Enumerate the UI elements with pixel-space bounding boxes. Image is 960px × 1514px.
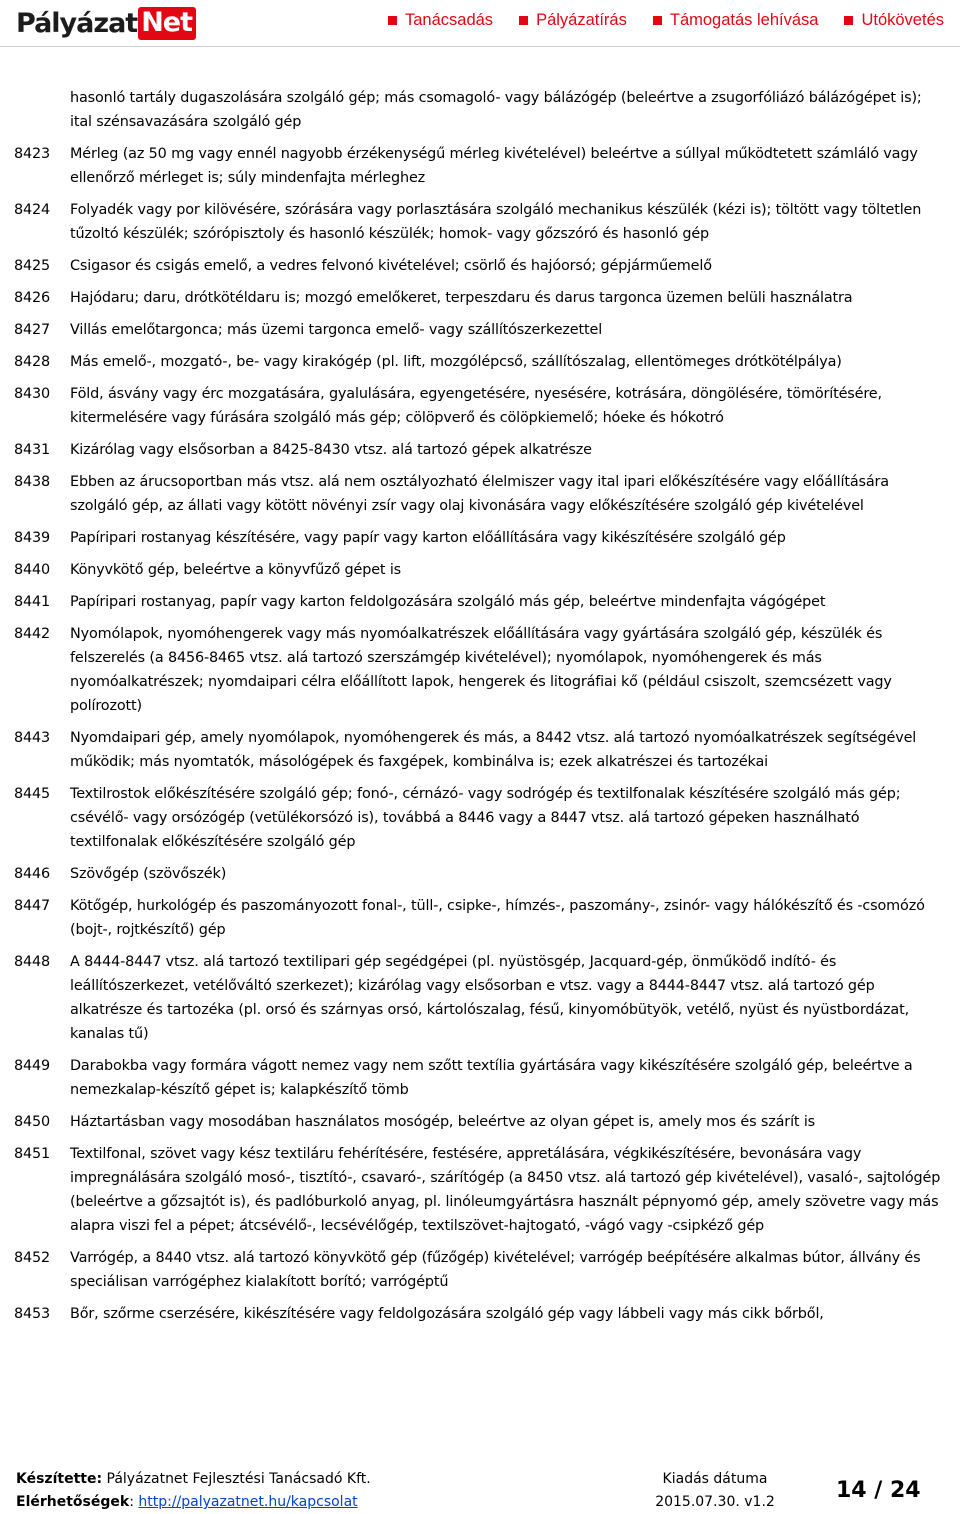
- tariff-description: Textilrostok előkészítésére szolgáló gép; fonó-, cérnázó- vagy sodrógép és textilfonalak készítésére szolgáló más gép; csévélő- vagy orsózógép (vetülékorsózó is), továbbá a 8446 vagy a 8447 vtsz. alá tartozó gépeken használható textilfonalak előkészítésére szolgáló gép: [70, 786, 901, 850]
- tariff-description: Villás emelőtargonca; más üzemi targonca emelő- vagy szállítószerkezettel: [70, 322, 603, 338]
- release-value: 2015.07.30. v1.2: [655, 1494, 775, 1510]
- tariff-code: 8428: [14, 354, 51, 370]
- tariff-description: Papíripari rostanyag, papír vagy karton feldolgozására szolgáló más gép, beleértve mindenfajta vágógépet: [70, 594, 826, 610]
- square-bullet-icon: [519, 16, 528, 25]
- list-item: [0, 622, 960, 718]
- tariff-description: Csigasor és csigás emelő, a vedres felvonó kivételével; csörlő és hajóorsó; gépjárműemelő: [70, 258, 712, 274]
- tariff-code: 8438: [14, 474, 51, 490]
- tariff-description: Kizárólag vagy elsősorban a 8425-8430 vtsz. alá tartozó gépek alkatrésze: [70, 442, 592, 458]
- page-footer: [0, 1468, 960, 1513]
- square-bullet-icon: [388, 16, 397, 25]
- list-item: [0, 254, 960, 278]
- tariff-description: Varrógép, a 8440 vtsz. alá tartozó könyvkötő gép (fűzőgép) kivételével; varrógép beépítésére alkalmas bútor, állvány és speciálisan varrógéphez kialakított borító; varrógéptű: [70, 1250, 921, 1290]
- nav-item-palyazatiras[interactable]: [519, 11, 627, 30]
- nav-item-utokovetes[interactable]: [844, 11, 944, 30]
- tariff-code: 8449: [14, 1058, 51, 1074]
- tariff-code: 8426: [14, 290, 51, 306]
- tariff-description: Szövőgép (szövőszék): [70, 866, 227, 882]
- tariff-code: 8448: [14, 954, 51, 970]
- main-nav: [388, 11, 944, 30]
- tariff-description: Kötőgép, hurkológép és paszományozott fonal-, tüll-, csipke-, hímzés-, paszomány-, zsinór- vagy hálókészítő és -csomózó (bojt-, rojtkészítő) gép: [70, 898, 925, 938]
- list-item: [0, 726, 960, 774]
- list-item: [0, 862, 960, 886]
- tariff-description: Folyadék vagy por kilövésére, szórására vagy porlasztására szolgáló mechanikus készülék (kézi is); töltött vagy töltetlen tűzoltó készülék; szórópisztoly és hasonló készülék; homok- vagy gőzszóró és hasonló gép: [70, 202, 922, 242]
- tariff-description: Föld, ásvány vagy érc mozgatására, gyalulására, egyengetésére, nyesésére, kotrására, döngölésére, tömörítésére, kitermelésére vagy fúrására szolgáló más gép; cölöpverő és cölöpkiemelő; hóeke és hókotró: [70, 386, 882, 426]
- list-item: [0, 350, 960, 374]
- list-item: [0, 438, 960, 462]
- list-item: [0, 590, 960, 614]
- tariff-description: A 8444-8447 vtsz. alá tartozó textilipari gép segédgépei (pl. nyüstösgép, Jacquard-gép, önműködő indító- és leállítószerkezet, vetélőváltó szerkezet); kizárólag vagy elsősorban e vtsz. vagy a 8444-8447 vtsz. alá tartozó gép alkatrésze és tartozéka (pl. orsó és szárnyas orsó, kártolószalag, fésű, kinyomóbütyök, vetélő, nyüst és nyüstbordázat, kanalas tű): [70, 954, 909, 1042]
- nav-label: Utókövetés: [861, 11, 944, 29]
- tariff-description: Hajódaru; daru, drótkötéldaru is; mozgó emelőkeret, terpeszdaru és darus targonca üzemen belüli használatra: [70, 290, 853, 306]
- contact-line: Elérhetőségek: http://palyazatnet.hu/kapcsolat: [16, 1494, 358, 1510]
- tariff-code: 8453: [14, 1306, 51, 1322]
- release-label: Kiadás dátuma: [662, 1471, 768, 1487]
- tariff-description: Bőr, szőrme cserzésére, kikészítésére vagy feldolgozására szolgáló gép vagy lábbeli vagy más cikk bőrből,: [70, 1306, 824, 1322]
- square-bullet-icon: [653, 16, 662, 25]
- list-item: [0, 470, 960, 518]
- tariff-description: Ebben az árucsoportban más vtsz. alá nem osztályozható élelmiszer vagy ital ipari előkészítésére vagy előállítására szolgáló gép, az állati vagy kötött növényi zsír vagy olaj kivonására vagy előkészítésére szolgáló gép kivételével: [70, 474, 889, 514]
- tariff-code: 8446: [14, 866, 51, 882]
- tariff-code: 8431: [14, 442, 51, 458]
- list-item: [0, 1246, 960, 1294]
- tariff-description: Háztartásban vagy mosodában használatos mosógép, beleértve az olyan gépet is, amely mos és szárít is: [70, 1114, 816, 1130]
- list-item: [0, 1110, 960, 1134]
- tariff-code-list: [0, 86, 960, 1334]
- nav-label: Támogatás lehívása: [669, 11, 819, 29]
- tariff-code: 8440: [14, 562, 51, 578]
- tariff-code: 8442: [14, 626, 51, 642]
- nav-item-tamogatas-lehivasa[interactable]: [653, 11, 819, 30]
- tariff-description: Darabokba vagy formára vágott nemez vagy nem szőtt textília gyártására vagy kikészítésére szolgáló gép, beleértve a nemezkalap-készítő gépet is; kalapkészítő tömb: [70, 1058, 913, 1098]
- list-item: [0, 1302, 960, 1326]
- tariff-description: Nyomólapok, nyomóhengerek vagy más nyomóalkatrészek előállítására vagy gyártására szolgáló gép, készülék és felszerelés (a 8456-8465 vtsz. alá tartozó szerszámgép kivételével); nyomólapok, nyomóhengerek és más nyomóalkatrészek; nyomdaipari célra előállított lapok, hengerek és litográfiai kő (például csiszolt, szemcsézett vagy polírozott): [70, 626, 892, 714]
- list-item: [0, 286, 960, 310]
- palyazatnet-logo[interactable]: [16, 3, 196, 43]
- tariff-code: 8423: [14, 146, 51, 162]
- list-item: [0, 198, 960, 246]
- tariff-code: 8427: [14, 322, 51, 338]
- tariff-code: 8451: [14, 1146, 51, 1162]
- footer-credits: [16, 1468, 371, 1514]
- page-number: 14 / 24: [836, 1478, 921, 1503]
- logo-text: Pályázat: [16, 7, 138, 39]
- square-bullet-icon: [844, 16, 853, 25]
- tariff-description: hasonló tartály dugaszolására szolgáló gép; más csomagoló- vagy bálázógép (beleértve a zsugorfóliázó bálázógépet is); ital szénsavazására szolgáló gép: [70, 90, 922, 130]
- list-item: [0, 894, 960, 942]
- list-item: [0, 1142, 960, 1238]
- tariff-code: 8452: [14, 1250, 51, 1266]
- nav-label: Tanácsadás: [405, 11, 494, 29]
- list-item: [0, 382, 960, 430]
- logo-accent: Net: [138, 7, 196, 40]
- tariff-description: Papíripari rostanyag készítésére, vagy papír vagy karton előállítására vagy kikészítésére szolgáló gép: [70, 530, 786, 546]
- tariff-code: 8425: [14, 258, 51, 274]
- tariff-code: 8443: [14, 730, 51, 746]
- tariff-code: 8445: [14, 786, 51, 802]
- list-item: [0, 86, 960, 134]
- list-item: [0, 1054, 960, 1102]
- made-by-line: [16, 1468, 371, 1491]
- tariff-code: 8424: [14, 202, 51, 218]
- site-header: [0, 0, 960, 47]
- tariff-code: 8447: [14, 898, 51, 914]
- tariff-code: 8430: [14, 386, 51, 402]
- list-item: [0, 950, 960, 1046]
- tariff-code: 8450: [14, 1114, 51, 1130]
- list-item: [0, 526, 960, 550]
- made-by-label: Készítette:: [16, 1471, 103, 1487]
- contact-label: Elérhetőségek: [16, 1494, 130, 1510]
- tariff-description: Más emelő-, mozgató-, be- vagy kirakógép (pl. lift, mozgólépcső, szállítószalag, ellentömeges drótkötélpálya): [70, 354, 842, 370]
- tariff-description: Könyvkötő gép, beleértve a könyvfűző gépet is: [70, 562, 402, 578]
- list-item: [0, 142, 960, 190]
- list-item: [0, 782, 960, 854]
- tariff-description: Textilfonal, szövet vagy kész textiláru fehérítésére, festésére, appretálására, végkikészítésére, bevonására vagy impregnálására szolgáló mosó-, tisztító-, csavaró-, szárítógép (a 8450 vtsz. alá tartozó gép kivételével), vasaló-, sajtológép (beleértve a gőzsajtót is), és padlóburkoló anyag, pl. linóleumgyártásra használt pépnyomó gép, amely szövetre vagy más alapra viszi fel a pépet; átcsévélő-, lecsévélőgép, textilszövet-hajtogató, -vágó vagy -csipkéző gép: [70, 1146, 941, 1234]
- nav-label: Pályázatírás: [536, 11, 627, 29]
- made-by-value: Pályázatnet Fejlesztési Tanácsadó Kft.: [106, 1471, 371, 1487]
- tariff-code: [0, 86, 70, 134]
- list-item: [0, 558, 960, 582]
- release-info: [645, 1468, 785, 1514]
- contact-link[interactable]: http://palyazatnet.hu/kapcsolat: [138, 1494, 358, 1510]
- tariff-description: Nyomdaipari gép, amely nyomólapok, nyomóhengerek és más, a 8442 vtsz. alá tartozó nyomóalkatrészek segítségével működik; más nyomtatók, másológépek és faxgépek, kombinálva is; ezek alkatrészei és tartozékai: [70, 730, 917, 770]
- tariff-code: 8441: [14, 594, 51, 610]
- list-item: [0, 318, 960, 342]
- tariff-code: 8439: [14, 530, 51, 546]
- nav-item-tanacsadas[interactable]: [388, 11, 493, 30]
- tariff-description: Mérleg (az 50 mg vagy ennél nagyobb érzékenységű mérleg kivételével) beleértve a súllyal működtetett számláló vagy ellenőrző mérleget is; súly mindenfajta mérleghez: [70, 146, 918, 186]
